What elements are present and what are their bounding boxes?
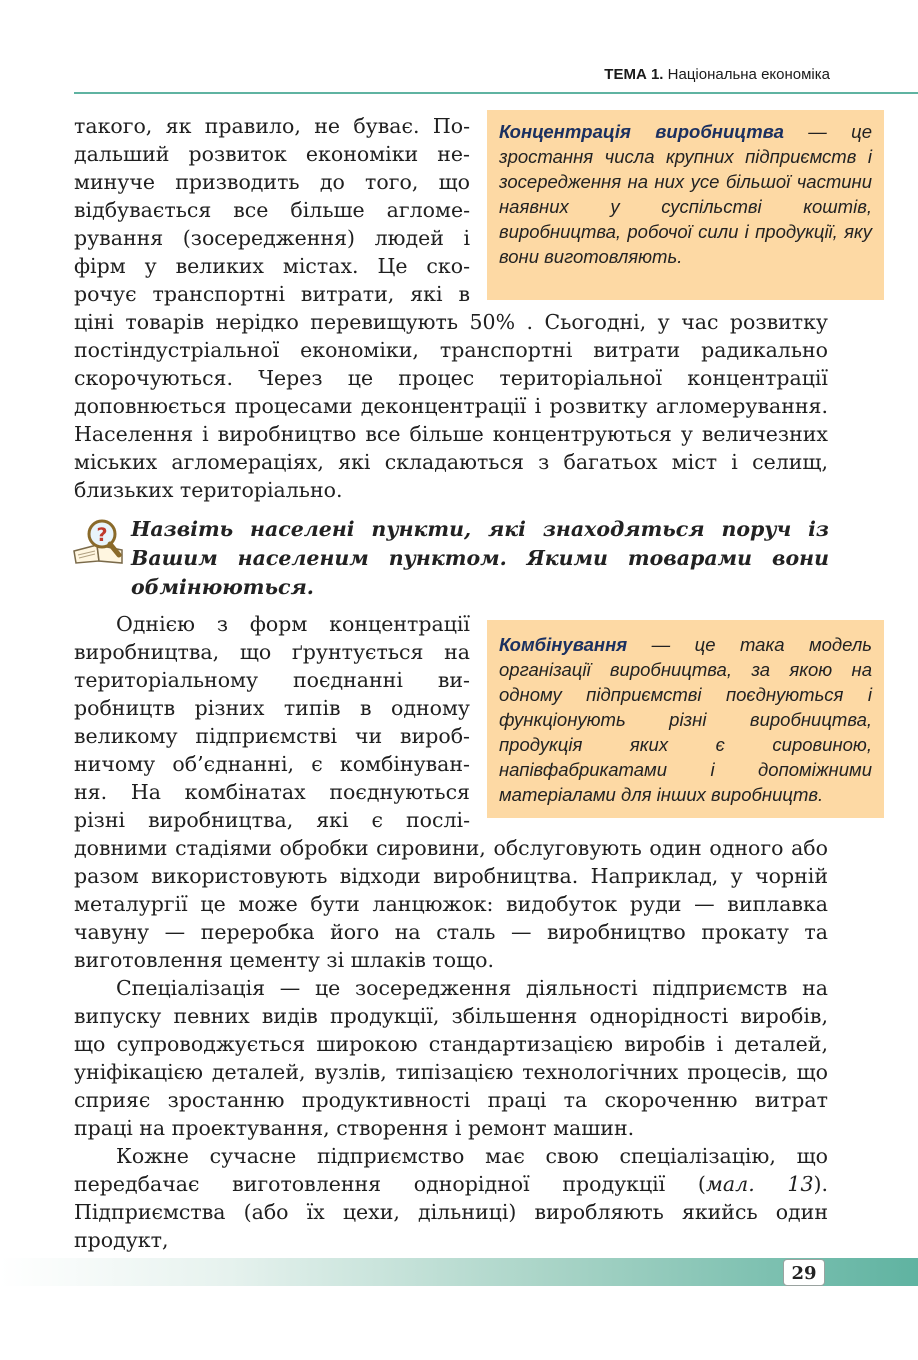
text-line: великому підприємстві чи вироб- bbox=[74, 724, 470, 748]
running-header bbox=[604, 66, 830, 83]
definition-box-concentration bbox=[487, 110, 884, 300]
text-line: відбувається все більше агломе- bbox=[74, 198, 470, 222]
text-line: рочує транспортні витрати, які в bbox=[74, 282, 470, 306]
text-line: такого, як правило, не буває. По- bbox=[74, 114, 470, 138]
text-line: минуче призводить до того, що bbox=[74, 170, 470, 194]
text-line: територіальному поєднанні ви- bbox=[74, 668, 470, 692]
text-line: Однією з форм концентрації bbox=[116, 612, 470, 636]
text-line: ничому об’єднанні, є комбінуван- bbox=[74, 752, 470, 776]
paragraph-1-narrow bbox=[74, 112, 470, 308]
definition-text: — це така модель організації виробництва, за якою на одному підприємстві поєднуються і функціонують різні виробництва, продукція яких є сировиною, напівфабрикатами і допоміжними матеріалами для інших виробництв. bbox=[499, 634, 872, 805]
theme-label: ТЕМА 1. bbox=[604, 66, 664, 83]
paragraph-3: Спеціалізація — це зосередження діяльності підприємств на випуску певних видів продукції, збільшення однорідності виробів, що супроводжується широкою стандартизацією виробів і деталей, уніфікацією деталей, вузлів, типізацією технологічних процесів, що сприяє зростанню продуктивності праці та скороченню витрат праці на проектування, створення і ремонт машин. bbox=[74, 976, 828, 1140]
text-line: рування (зосередження) людей і bbox=[74, 226, 470, 250]
text-line: виробництва, що ґрунтується на bbox=[74, 640, 470, 664]
text-line: фірм у великих містах. Це ско- bbox=[74, 254, 470, 278]
paragraph-1-wide: ціні товарів нерідко перевищують 50% . Сьогодні, у час розвитку постіндустріальної економіки, транспортні витрати радикально скорочуються. Через це процес територіальної концентрації доповнюється процесами деконцентрації і розвитку агломерування. Населення і виробництво все більше концентруються у величезних міських агломераціях, які складаються з багатьох міст і селищ, близьких територіально. bbox=[74, 310, 828, 502]
definition-term: Комбінування bbox=[499, 634, 628, 655]
theme-title: Національна економіка bbox=[667, 66, 830, 83]
text-line: ня. На комбінатах поєднуються bbox=[74, 780, 470, 804]
paragraph-2-wide: довними стадіями обробки сировини, обслуговують один одного або разом використовують відходи виробництва. Наприклад, у чорній металургії це може бути ланцюжок: видобуток руди — виплавка чавуну — переробка його на сталь — виробництво прокату та виготовлення цементу зі шлаків тощо. bbox=[74, 836, 828, 972]
page-number: 29 bbox=[783, 1259, 825, 1286]
text-line: різні виробництва, які є послі- bbox=[74, 808, 470, 832]
paragraph-4 bbox=[74, 1142, 828, 1254]
definition-box-combining bbox=[487, 620, 884, 818]
paragraph-4-text-b: ). Підприємства (або їх цехи, дільниці) виробляють якийсь один продукт, bbox=[74, 1172, 828, 1252]
definition-term: Концентрація виробництва bbox=[499, 121, 784, 142]
definition-text: — це зростання числа крупних підприємств і зосередження на них усе більшої частини наявних у суспільстві коштів, виробництва, робочої сили і продукції, яку вони виготовляють. bbox=[499, 121, 872, 267]
figure-reference: мал. 13 bbox=[705, 1172, 814, 1196]
svg-text:?: ? bbox=[96, 524, 108, 546]
header-divider bbox=[74, 92, 918, 94]
footer-band bbox=[0, 1258, 918, 1286]
text-line: дальший розвиток економіки не- bbox=[74, 142, 470, 166]
paragraph-2-narrow bbox=[74, 610, 470, 834]
paragraph-4-text-a: Кожне сучасне підприємство має свою спеціалізацію, що передбачає виготовлення однорідної продукції ( bbox=[74, 1144, 828, 1196]
book-magnifier-question-icon bbox=[72, 517, 126, 565]
question-prompt: Назвіть населені пункти, які знаходяться поруч із Вашим населеним пунктом. Якими товарами вони обмінюються. bbox=[131, 517, 829, 599]
text-line: робництв різних типів в одному bbox=[74, 696, 470, 720]
